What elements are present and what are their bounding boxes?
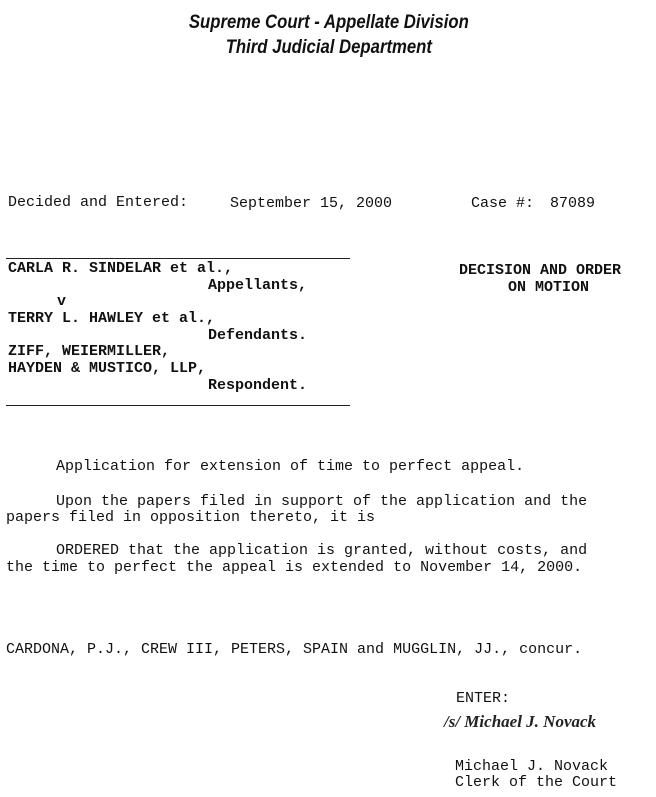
decision-type-line2: ON MOTION (508, 279, 590, 296)
clerk-name: Michael J. Novack (455, 758, 609, 775)
party-appellants: CARLA R. SINDELAR et al., (8, 260, 234, 277)
caption-top-rule (6, 258, 350, 259)
department-name: Third Judicial Department (225, 37, 432, 58)
court-name: Supreme Court - Appellate Division (188, 12, 469, 33)
body-paragraph-2-line2: papers filed in opposition thereto, it is (6, 509, 376, 526)
body-paragraph-2-line1: Upon the papers filed in support of the application and the (56, 493, 588, 510)
party-respondent-line2: HAYDEN & MUSTICO, LLP, (8, 360, 207, 377)
case-label: Case #: (471, 195, 535, 212)
caption-bottom-rule (6, 405, 350, 406)
case-number: 87089 (550, 195, 596, 212)
body-paragraph-1: Application for extension of time to perfect appeal. (56, 458, 525, 475)
role-defendants: Defendants. (208, 327, 308, 344)
enter-label: ENTER: (456, 690, 511, 707)
role-appellants: Appellants, (208, 277, 308, 294)
party-defendants: TERRY L. HAWLEY et al., (8, 310, 216, 327)
body-paragraph-3-line2: the time to perfect the appeal is extended to November 14, 2000. (6, 559, 583, 576)
decided-date: September 15, 2000 (230, 195, 393, 212)
versus-label: v (57, 293, 67, 310)
handwritten-signature: /s/ Michael J. Novack (444, 712, 597, 731)
decision-type-line1: DECISION AND ORDER (459, 262, 622, 279)
concurrence-line: CARDONA, P.J., CREW III, PETERS, SPAIN and MUGGLIN, JJ., concur. (6, 641, 583, 658)
role-respondent: Respondent. (208, 377, 308, 394)
decided-label: Decided and Entered: (8, 194, 189, 211)
party-respondent-line1: ZIFF, WEIERMILLER, (8, 343, 171, 360)
body-paragraph-3-line1: ORDERED that the application is granted, without costs, and (56, 542, 588, 559)
clerk-title: Clerk of the Court (455, 774, 618, 791)
